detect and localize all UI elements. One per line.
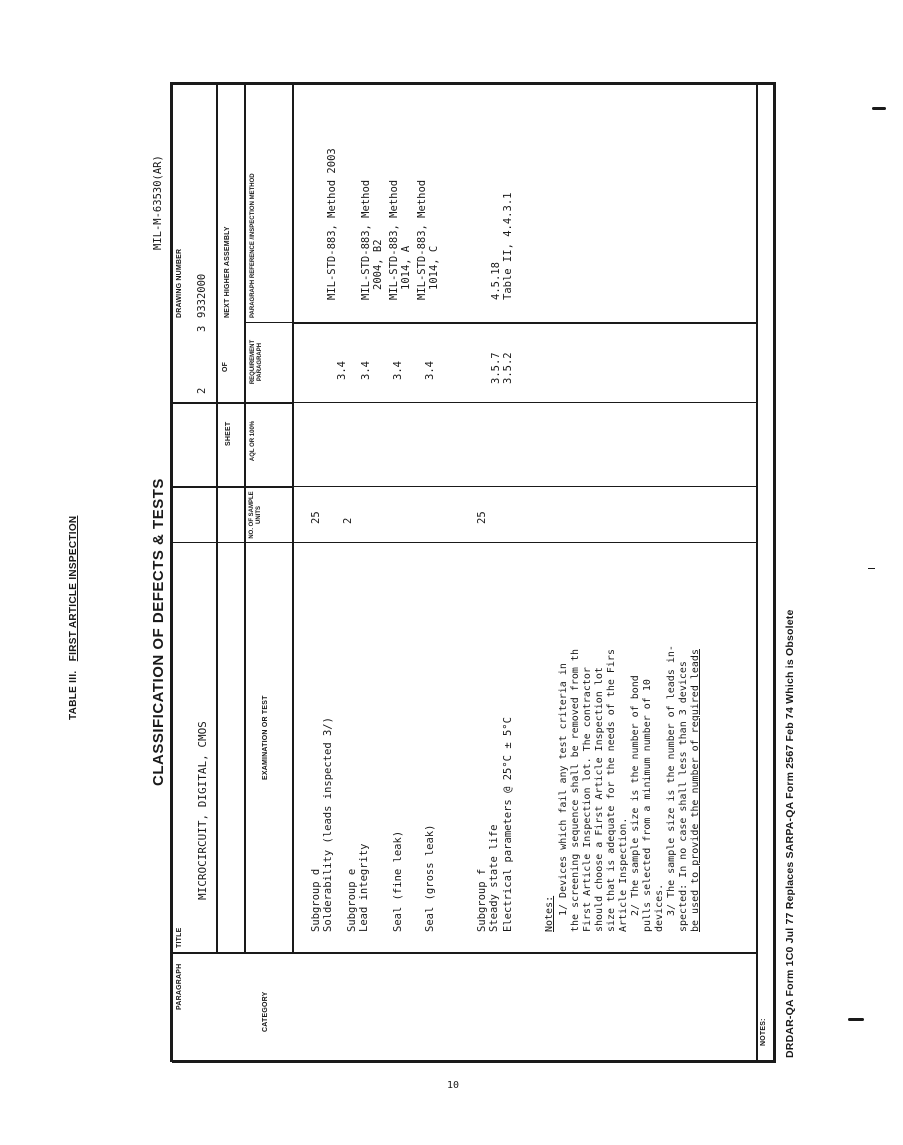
notes-heading: Notes: xyxy=(544,895,555,932)
req-cell: 3.4 xyxy=(424,361,436,380)
title-value: MICROCIRCUIT, DIGITAL, CMOS xyxy=(196,721,209,900)
note-line: 2/ The sample size is the number of bond xyxy=(630,675,641,916)
note-line: 1/ Devices which fail any test criteria in xyxy=(558,663,569,916)
of-label: OF xyxy=(222,361,229,372)
title-sheet-divider xyxy=(172,486,292,488)
req-cell: 3.5.7 xyxy=(490,352,502,384)
next-higher-assembly-label: NEXT HIGHER ASSEMBLY xyxy=(224,226,231,318)
ref-cell: 4.5.18 xyxy=(490,262,502,300)
req-cell: 3.4 xyxy=(360,361,372,380)
frame-left xyxy=(170,82,173,1062)
ref-cell: MIL-STD-883, Method xyxy=(360,179,372,300)
exam-cell: Subgroup f xyxy=(476,868,488,932)
paragraph-label: PARAGRAPH xyxy=(176,963,183,1010)
column-exam: EXAMINATION OR TEST xyxy=(262,695,269,780)
header-band-line xyxy=(244,82,246,952)
sample-cell: 25 xyxy=(310,511,322,524)
scan-mark xyxy=(872,107,886,110)
drawing-number-label: DRAWING NUMBER xyxy=(176,248,183,318)
document-id: MIL-M-63530(AR) xyxy=(152,155,164,250)
ref-cell: MIL-STD-883, Method xyxy=(416,179,428,300)
note-line: devices. xyxy=(654,883,665,932)
note-line: be used to provide the number of required leads xyxy=(690,649,701,932)
exam-cell: Solderability (leads inspected 3/) xyxy=(322,717,334,932)
note-line: the screening sequence shall be removed from th xyxy=(570,649,581,932)
note-line: Article Inspection. xyxy=(618,817,629,932)
ref-cell: MIL-STD-883, Method xyxy=(388,179,400,300)
exam-cell: Seal (gross leak) xyxy=(424,824,436,932)
body-aql-divider xyxy=(292,486,758,487)
ref-cell: MIL-STD-883, Method 2003 xyxy=(326,148,338,300)
body-sample-divider xyxy=(172,542,758,543)
frame-right xyxy=(773,82,776,1062)
form-title: CLASSIFICATION OF DEFECTS & TESTS xyxy=(150,478,167,786)
column-sample-units: NO. OF SAMPLE UNITS xyxy=(249,491,262,539)
req-cell: 3.4 xyxy=(392,361,404,380)
sample-cell: 2 xyxy=(342,517,354,524)
table-caption-title: FIRST ARTICLE INSPECTION xyxy=(68,515,79,662)
form-footer: DRDAR-QA Form 1C0 Jul 77 Replaces SARPA-QA Form 2567 Feb 74 Which is Obsolete xyxy=(784,609,796,1058)
column-reference: PARAGRAPH REFERENCE /INSPECTION METHOD xyxy=(250,173,256,318)
exam-cell: Seal (fine leak) xyxy=(392,830,404,932)
drawing-number-value: 9332000 xyxy=(196,273,208,318)
note-line: 3/ The sample size is the number of leads in- xyxy=(666,645,677,916)
notes-column-line xyxy=(756,82,758,1062)
req-cell: 3.4 xyxy=(336,361,348,380)
sample-cell: 25 xyxy=(476,511,488,524)
ref-cell: 2004, B2 xyxy=(372,239,384,290)
exam-cell: Subgroup d xyxy=(310,868,322,932)
table-caption xyxy=(68,516,79,720)
note-line: pulls selected from a minimum number of 10 xyxy=(642,679,653,932)
note-line: First Article Inspection lot. The contractor xyxy=(582,667,593,932)
sheet-total: 3 xyxy=(196,325,208,332)
note-line: should choose a First Article Inspection lot xyxy=(594,667,605,932)
exam-cell: Lead integrity xyxy=(358,843,370,932)
frame-top xyxy=(172,82,776,85)
frame-bottom xyxy=(172,1060,776,1063)
ref-cell: 1014, C xyxy=(428,245,440,290)
column-requirement: REQUIREMENT PARAGRAPH xyxy=(250,339,263,385)
sheet-label: SHEET xyxy=(225,421,232,446)
body-req-divider xyxy=(292,402,758,403)
drawing-number-divider xyxy=(216,82,217,402)
aql-divider xyxy=(244,402,292,403)
column-aql: AQL OR 100% xyxy=(250,420,256,462)
note-line: spected: In no case shall less than 3 devices xyxy=(678,661,689,932)
column-category: CATEGORY xyxy=(262,991,269,1032)
exam-cell: Steady state life xyxy=(488,824,500,932)
paragraph-divider xyxy=(172,952,758,954)
ref-cell: Table II, 4.4.3.1 xyxy=(502,192,514,300)
scan-mark xyxy=(848,1018,864,1021)
ref-cell: 1014, A xyxy=(400,245,412,290)
sheet-number: 2 xyxy=(196,387,208,394)
notes-footer-label: NOTES: xyxy=(760,1018,767,1046)
page-number: 10 xyxy=(447,1080,460,1091)
scan-mark xyxy=(868,568,875,569)
table-caption-prefix: TABLE III. xyxy=(68,670,79,720)
title-label: TITLE xyxy=(176,927,183,948)
exam-cell: Subgroup e xyxy=(346,868,358,932)
note-line: size that is adequate for the needs of the Firs xyxy=(606,649,617,932)
exam-cell: Electrical parameters @ 25°C ± 5°C xyxy=(502,717,514,932)
req-cell: 3.5.2 xyxy=(502,352,514,384)
body-ref-divider xyxy=(292,322,758,324)
column-header-line xyxy=(292,82,294,952)
